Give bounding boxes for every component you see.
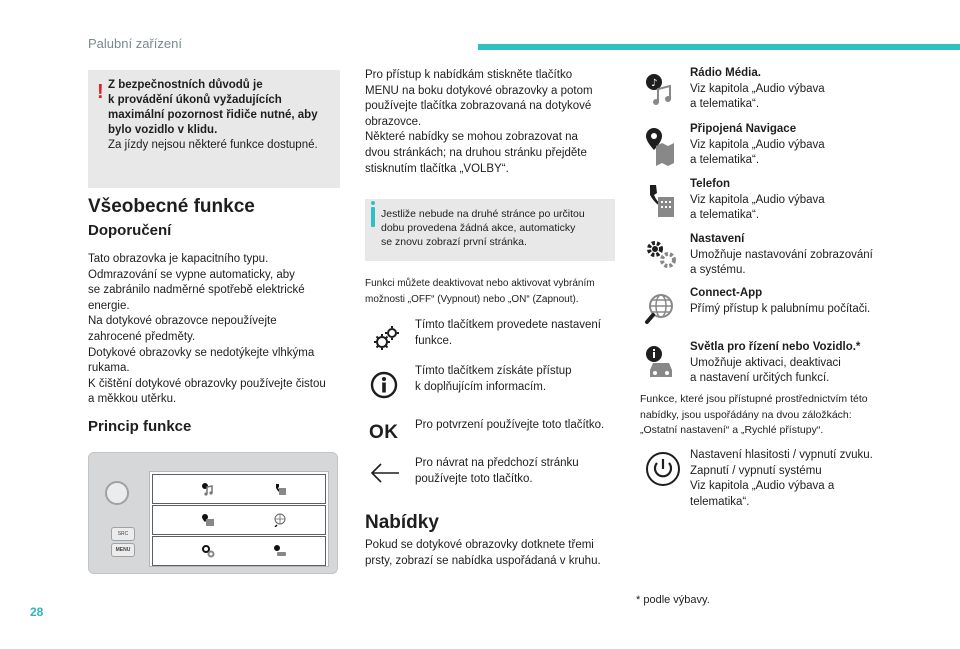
- menus-line: Pokud se dotykové obrazovky dotknete třemi: [365, 539, 594, 551]
- car-info-icon: [644, 344, 678, 382]
- menu-button: MENU: [111, 543, 135, 557]
- warning-bold-line: maximální pozornost řidiče nutné, aby: [108, 109, 318, 121]
- reco-line: Odmrazování se vypne automaticky, aby: [88, 268, 295, 281]
- item-title: Světla pro řízení nebo Vozidlo.*: [690, 341, 861, 353]
- settings-text: [690, 232, 940, 279]
- item-line: Viz kapitola „Audio výbava: [690, 82, 825, 95]
- section-title-general: Všeobecné funkce: [88, 196, 255, 217]
- item-line: a systému.: [690, 264, 746, 277]
- touchscreen-illustration: [88, 452, 338, 574]
- menu-item-vehicle: [640, 340, 940, 390]
- reco-line: energie.: [88, 299, 130, 312]
- reco-line: Na dotykové obrazovce nepoužívejte: [88, 315, 277, 328]
- tabs-note: [640, 392, 940, 439]
- volume-knob: [105, 481, 129, 505]
- vehicle-text: [690, 340, 940, 387]
- recommendation-text: [88, 252, 344, 408]
- item-title: Telefon: [690, 178, 731, 190]
- legend-line: Pro potvrzení používejte toto tlačítko.: [415, 419, 605, 431]
- warning-bold-line: Z bezpečnostních důvodů je: [108, 79, 263, 91]
- legend-line: Tímto tlačítkem získáte přístup: [415, 365, 572, 377]
- navigation-map-icon: [644, 126, 676, 166]
- phone-icon: [646, 183, 676, 219]
- info-line: dobu provedena žádná akce, automaticky: [381, 222, 576, 234]
- intro-line: Pro přístup k nabídkám stiskněte tlačítko: [365, 69, 573, 81]
- screen-row: [152, 474, 326, 504]
- footnote: * podle výbavy.: [636, 594, 710, 606]
- phone-text: [690, 177, 940, 224]
- item-line: a telematika“.: [690, 154, 760, 167]
- item-line: a nastavení určitých funkcí.: [690, 372, 830, 385]
- illustration-screen: [149, 471, 329, 567]
- warning-exclamation-icon: !: [97, 81, 104, 103]
- screen-row: [152, 505, 326, 535]
- item-title: Connect-App: [690, 287, 763, 299]
- intro-line: MENU na boku dotykové obrazovky a potom: [365, 84, 593, 97]
- power-knob-icon: [644, 450, 682, 488]
- back-legend-text: [415, 456, 625, 487]
- menus-text: [365, 538, 625, 569]
- button-legend-back: [365, 454, 625, 494]
- legend-line: funkce.: [415, 334, 453, 347]
- intro-line: dvou stránkách; na druhou stránku přejděte: [365, 146, 587, 159]
- power-line: Viz kapitola „Audio výbava a: [690, 480, 835, 493]
- tabs-line: Funkce, které jsou přístupné prostřednictvím této: [640, 393, 868, 405]
- menu-item-navigation: [640, 122, 940, 178]
- menu-intro-text: [365, 68, 623, 177]
- warning-bold-line: bylo vozidlo v klidu.: [108, 124, 218, 136]
- settings-legend-text: [415, 318, 625, 349]
- item-line: a telematika“.: [690, 209, 760, 222]
- music-note-icon: [201, 482, 215, 496]
- reco-line: a měkkou utěrku.: [88, 393, 177, 406]
- intro-line: obrazovce.: [365, 115, 422, 128]
- menu-item-radio-media: [640, 66, 940, 122]
- item-line: a telematika“.: [690, 98, 760, 111]
- info-legend-text: [415, 364, 625, 395]
- toggle-note: [365, 276, 625, 308]
- car-info-icon: [273, 544, 287, 558]
- info-i-icon: [371, 207, 375, 227]
- power-knob-legend: [640, 448, 940, 512]
- tabs-line: nabídky, jsou uspořádány na dvou záložkách:: [640, 408, 852, 421]
- tabs-line: „Ostatní nastavení“ a „Rychlé přístupy“.: [640, 424, 824, 436]
- item-title: Nastavení: [690, 233, 745, 245]
- navigation-map-icon: [201, 513, 215, 527]
- reco-line: rukama.: [88, 362, 130, 375]
- svg-text:♪: ♪: [651, 78, 658, 89]
- item-line: Umožňuje aktivaci, deaktivaci: [690, 356, 841, 369]
- subsection-title-principle: Princip funkce: [88, 418, 192, 435]
- warning-text: [108, 78, 334, 153]
- toggle-line: Funkci můžete deaktivovat nebo aktivovat vybráním: [365, 278, 595, 289]
- item-line: Viz kapitola „Audio výbava: [690, 193, 825, 206]
- power-line: Zapnutí / vypnutí systému: [690, 464, 822, 477]
- phone-icon: [273, 482, 287, 496]
- reco-line: K čištění dotykové obrazovky používejte čistou: [88, 377, 326, 390]
- subsection-title-recommendation: Doporučení: [88, 222, 172, 239]
- power-line: Nastavení hlasitosti / vypnutí zvuku.: [690, 449, 873, 461]
- intro-line: Některé nabídky se mohou zobrazovat na: [365, 131, 578, 144]
- info-line: se znovu zobrazí první stránka.: [381, 236, 527, 248]
- info-line: Jestliže nebude na druhé stránce po určitou: [381, 208, 585, 220]
- item-title: Rádio Média.: [690, 67, 761, 79]
- warning-bold-line: k provádění úkonů vyžadujících: [108, 94, 282, 106]
- toggle-line: možnosti „OFF“ (Vypnout) nebo „ON“ (Zapnout).: [365, 294, 579, 305]
- reco-line: Tato obrazovka je kapacitního typu.: [88, 253, 269, 265]
- button-legend-settings: [365, 318, 625, 358]
- back-arrow-icon: [369, 460, 401, 486]
- reco-line: zahrocené předměty.: [88, 330, 196, 343]
- item-line: Viz kapitola „Audio výbava: [690, 138, 825, 151]
- button-legend-ok: [365, 418, 625, 444]
- info-icon: [369, 370, 399, 400]
- safety-warning-box: [88, 70, 340, 188]
- legend-line: Tímto tlačítkem provedete nastavení: [415, 319, 602, 331]
- ok-legend-text: [415, 418, 625, 434]
- connect-app-globe-icon: [273, 513, 287, 527]
- item-line: Umožňuje nastavování zobrazování: [690, 248, 873, 261]
- menu-item-connect-app: [640, 286, 940, 332]
- warning-normal-line: Za jízdy nejsou některé funkce dostupné.: [108, 139, 318, 151]
- ok-icon: OK: [369, 422, 399, 443]
- info-note-box: [365, 199, 615, 261]
- button-legend-info: [365, 364, 625, 404]
- connect-app-globe-icon: [644, 292, 678, 326]
- intro-line: používejte tlačítka zobrazovaná na dotykové: [365, 100, 592, 113]
- legend-line: používejte toto tlačítko.: [415, 472, 533, 485]
- intro-line: stisknutím tlačítka „VOLBY“.: [365, 162, 509, 175]
- item-line: Přímý přístup k palubnímu počítači.: [690, 302, 871, 315]
- reco-line: Dotykové obrazovky se nedotýkejte vlhkýma: [88, 346, 315, 359]
- section-title-menus: Nabídky: [365, 512, 439, 533]
- connect-app-text: [690, 286, 940, 317]
- info-note-text: [381, 207, 611, 249]
- navigation-text: [690, 122, 940, 169]
- chapter-title: Palubní zařízení: [88, 36, 182, 51]
- src-button: SRC: [111, 527, 135, 541]
- menu-item-phone: [640, 177, 940, 233]
- screen-row: [152, 536, 326, 566]
- page-number: 28: [30, 605, 44, 619]
- reco-line: se zabránilo nadměrné spotřebě elektrické: [88, 284, 305, 297]
- power-knob-text: [690, 448, 940, 510]
- music-note-icon: [644, 72, 674, 106]
- menu-item-settings: [640, 232, 940, 282]
- legend-line: Pro návrat na předchozí stránku: [415, 457, 579, 469]
- settings-gears-icon: [644, 238, 678, 272]
- header-accent-bar: [478, 44, 960, 50]
- settings-icon: [371, 324, 401, 354]
- menus-line: prsty, zobrazí se nabídka uspořádaná v kruhu.: [365, 554, 601, 567]
- power-line: telematika“.: [690, 495, 750, 508]
- radio-media-text: [690, 66, 940, 113]
- settings-gears-icon: [201, 544, 215, 558]
- legend-line: k doplňujícím informacím.: [415, 380, 547, 393]
- item-title: Připojená Navigace: [690, 123, 797, 135]
